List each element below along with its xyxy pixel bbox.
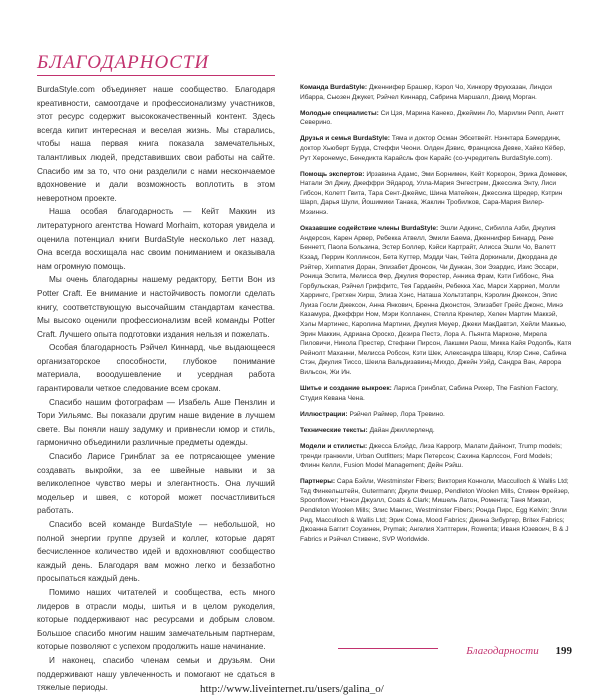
title-divider bbox=[37, 75, 275, 76]
credit-block bbox=[300, 426, 572, 436]
credit-text: Джесса Блэйдс, Лиза Каррогр, Малати Дайнонт, Trump models; тренди гранжили, Urban Outfitters; Марк Петерсон; Сахина Карлссон, Ford Models; Флинн Келли, Fusion Model Management; Дейн Рэйш. bbox=[300, 443, 562, 470]
credit-block bbox=[300, 410, 572, 420]
paragraph: Особая благодарность Рэйчел Киннард, чье выдающееся организаторское способности, глубокое понимание материала, вооодушевление и усердная работа гарантировали четкое следование всем срокам. bbox=[37, 343, 275, 394]
credit-label: Партнеры: bbox=[300, 478, 336, 486]
credit-label: Шитье и создание выкроек: bbox=[300, 385, 392, 393]
credit-label: Модели и стилисты: bbox=[300, 443, 368, 450]
credit-text: Ирзавина Адамс, Эми Борнимен, Кейт Коркорон, Эрика Домевек, Натали Эл Джиу, Джеффри Эйдарод, Улла-Мария Энгестрем, Джессика Энту, Лиси Гибсон, Колетт Гвита, Тара Сент-Джеймс, Шина Матейкен, Джессика Шредер, Кэтрин Шарп, Дарья Шули, Йошимики Танака, Жаклин Тробилков, Сара-Мария Вилер-Мэзиннэ. bbox=[300, 170, 568, 217]
credit-label: Друзья и семья BurdaStyle: bbox=[300, 135, 390, 143]
acknowledgments-body bbox=[37, 83, 275, 695]
credit-text: Дайан Джиллерленд. bbox=[367, 426, 435, 434]
credit-label: Команда BurdaStyle: bbox=[300, 84, 368, 91]
credit-block bbox=[300, 170, 572, 218]
paragraph: BurdaStyle.com объединяет наше сообщество. Благодаря креативности, самоотдаче и профессионализму участников, этот ресурс содержит высококачественный контент. Здесь всегда кипит интересная и веселая жизнь. Мы старались, чтобы наша первая книга показала замечательных, талантливых людей, представивших свои работы на сайте. Спасибо им за то, что они разделили с нами нескончаемое вдохновение и дали возможность воплотить в этом неверотном проекте. bbox=[37, 85, 275, 203]
footer-divider bbox=[338, 648, 438, 649]
watermark-url: http://www.liveinternet.ru/users/galina_o/ bbox=[200, 683, 384, 695]
credit-text: Эшли Адкинс, Сибилла Азби, Джулия Андерсон, Карен Арвер, Ребекка Атвелл, Эмили Баема, Дженнифер Бинард, Рене Беннетт, Паола Бользина, Эстер Боллер, Кэйси Картрайт, Алисса Эшли Чо, Валетт Кэзад, Перрин Коллинсон, Бета Куттер, Мэдди Чан, Тейта Доркинали, Джордана де Рэйтер, Хиппатия Доран, Элизабет Дронсон, Чи Дункан, Зои Эзардис, Изис Эссари, Роница Эспита, Мелисса Фер, Джулия Форестер, Анника Фрам, Кэти Гиббонс, Яна Горбульская, Рэйчел Гриффитс, Тея Гардаейн, Ребекка Хас, Марси Харриел, Молли Харрингс, Гретхен Хирш, Элиза Хэнс, Наташа Хольтзтапрн, Кэролин Джексон, Элис Луиза Госли Джексон, Анна Янкович, Бренна Джонстон, Элизабет Грейс Джонс, Минэ Казамура, Джеффри Ном, Мэри Колланен, Стелла Кренлер, Хелен Мартин Маккэй, Хэлы Мартинес, Каролина Мартини, Джулия Меуер, Джеки МакДавтэл, Хейли Маккью, Эрин Маккин, Адриана Ороско, Дезира Пестэ, Лора А. Пьянта Марконе, Мирела Пиловичи, Никола Престер, Стефани Пирсон, Лакшми Раош, Микка Кайя Родолбь, Катя Рейнолт Маханни, Мелисса Робсон, Кэти Шек, Александра Шварц, Клэр Сине, Сабина Стэн, Джулия Тиссо, Шеила Вальдизавинц-Михдо, Джейн Уэйд, Сандра Ван, Аврора Вильсон, Жи Ин. bbox=[300, 225, 572, 377]
paragraph: Спасибо Ларисе Гринблат за ее потрясающее умение создавать выкройки, за ее швейные навыки и за великолепное чувство меры и элегантность. Она лучший модельер и швея, с которой может посчастливиться работать. bbox=[37, 452, 275, 516]
page-number: 199 bbox=[555, 645, 572, 657]
paragraph: Мы очень благодарны нашему редактору, Бетти Вон из Potter Craft. Ее внимание и настойчивость помогли сделать книгу, соответствующую высочайшим стандартам качества. Мы высоко оценили профессионализм всей команды Potter Craft. Лучшего опыта подготовки издания нельзя и пожелать. bbox=[37, 275, 275, 339]
paragraph: Спасибо нашим фотографам — Изабель Аше Пензлин и Тори Уильямс. Вы показали другим наше видение в лучшем свете. Вы поняли нашу задумку и привнесли юмор и стиль, гармонично объединили различные предметы одежды. bbox=[37, 397, 275, 448]
paragraph: И наконец, спасибо членам семьи и друзьям. Они поддерживают нашу увлеченность и помогают не сдаться в тяжелые периоды. bbox=[37, 655, 275, 693]
credit-block bbox=[300, 477, 572, 544]
credit-label: Помощь экспертов: bbox=[300, 170, 365, 178]
credit-text: Лариса Гринблат, Сабина Рихер, The Fashion Factory, Студия Кевана Чена. bbox=[300, 385, 559, 402]
credit-block bbox=[300, 442, 572, 471]
credit-block bbox=[300, 109, 572, 128]
credit-label: Оказавшие содействие члены BurdaStyle: bbox=[300, 225, 439, 233]
credit-text: Тяма и доктор Осман Эбсетвейт. Нэннтара Бэмердинк, доктор Хьюберт Бурда, Стеффи Чеони. Олден Дэвис, Франциска Девке, Хайко Кёбер, Рут Херонемус, Бенедикта Карайсль фон Карайс (со-учредитель BurdaStyle.com). bbox=[300, 135, 566, 162]
credit-label: Молодые специалисты: bbox=[300, 109, 379, 117]
paragraph: Наша особая благодарность — Кейт Маккин из литературного агентства Howard Morhaim, которая увидела и оценила потенциал книги BurdaStyle несколько лет назад. Она всегда восхищала нас своим пониманием и оказывала нам огромную помощь. bbox=[37, 207, 275, 271]
footer-section-title: Благодарности bbox=[466, 645, 539, 657]
credit-text: Си Цзя, Марина Канеко, Джеймин Ло, Марилин Репп, Анетт Северино. bbox=[300, 109, 565, 127]
credit-block bbox=[300, 134, 572, 163]
credit-text: Сара Бэйли, Westminster Fibers; Виктория Конноли, Macculloch & Wallis Ltd; Тед Финкельштейн, Gutermann; Джули Фишер, Pendleton Woolen Mills, Стивен Фрейзер, Spoonflower; Нэнси Джуэлл, Coats & Clark; Мишель Латон, Ромента; Таня Мэквэл, Pendleton Woolen Mills; Элис Мангис, Westminster Fibers; Ронда Пирс, Egg Kelvin; Элли Рид, Macculloch & Wallis Ltd; Эрик Сома, Mood Fabrics; Джина Зибургер, Britex Fabrics; Джоанна Баггит Соузинен, Prymak; Ангелия Хэлтгерин, Rowenta; Иваня Юзевоич, В & J Fabrics и Рэйчел Стивенс, SVP Worldwide. bbox=[300, 478, 570, 543]
credit-text: Дженнифер Брашер, Кэрол Чо, Хинкору Фрукхазан, Линдси Ибарра, Сьюзен Джукет, Рэйчел Киннард, Сабрина Маршалл, Дэвид Морган. bbox=[300, 84, 552, 101]
page-footer bbox=[466, 645, 572, 657]
page-title: БЛАГОДАРНОСТИ bbox=[37, 52, 210, 73]
credits-column bbox=[300, 83, 572, 551]
credit-block bbox=[300, 224, 572, 378]
paragraph: Помимо наших читателей и сообщества, есть много лидеров в отрасли моды, шитья и в целом рукоделия, которые поддерживают нас ресурсами и добрым словом. Большое спасибо многим нашим замечательным партнерам, которые позволяют с успехом продолжить наше начинание. bbox=[37, 587, 275, 652]
paragraph: Спасибо всей команде BurdaStyle — небольшой, но полной энергии группе друзей и коллег, которые дарят бесчисленное количество идей и вдохновляют сообщество каждый день. Благодаря вам можно легко и беззаботно проcыпаться каждый день. bbox=[37, 520, 275, 584]
credit-text: Рэйчел Раймер, Лора Тревино. bbox=[347, 410, 445, 418]
credit-block bbox=[300, 384, 572, 403]
credit-block bbox=[300, 83, 572, 102]
credit-label: Технические тексты: bbox=[300, 426, 368, 434]
credit-label: Иллюстрации: bbox=[300, 410, 348, 418]
